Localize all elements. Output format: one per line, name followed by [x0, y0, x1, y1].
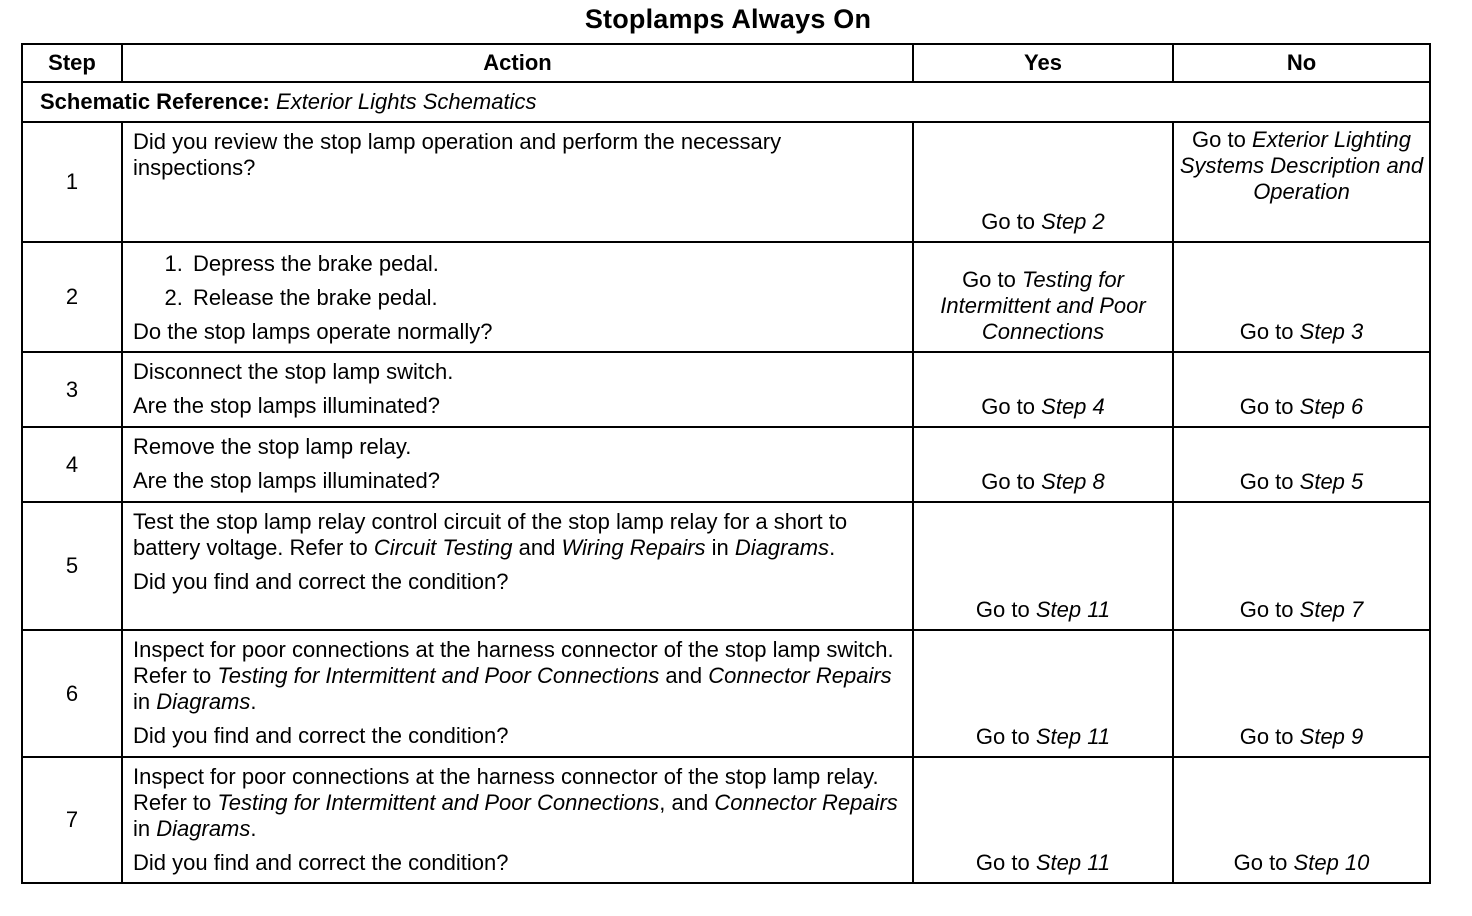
no-cell: [1173, 122, 1430, 242]
step-number: 5: [22, 502, 122, 630]
no-cell: [1173, 502, 1430, 630]
schematic-reference: [22, 82, 1430, 122]
table-row-step-3: [22, 352, 1430, 427]
action-cell: [122, 502, 913, 630]
reference-link: Diagrams: [734, 535, 830, 560]
goto-text: Go to: [962, 267, 1016, 292]
action-cell: [122, 352, 913, 427]
question-text: Did you find and correct the condition?: [133, 850, 509, 875]
yes-cell: [913, 502, 1173, 630]
goto-text: Go to: [975, 850, 1030, 875]
action-list-item: 1. Depress the brake pedal.: [189, 251, 902, 277]
table-row-step-4: [22, 427, 1430, 502]
goto-text: Go to: [1239, 469, 1294, 494]
action-text: Did you review the stop lamp operation and perform the necessary inspections?: [133, 129, 782, 180]
reference-link: Circuit Testing: [373, 535, 513, 560]
goto-text: Go to: [1239, 597, 1294, 622]
page-title: Stoplamps Always On: [584, 4, 872, 34]
no-cell: [1173, 242, 1430, 352]
yes-target: Step 2: [1041, 209, 1105, 234]
action-text-part: in: [133, 816, 151, 841]
step-number: 4: [22, 427, 122, 502]
no-cell: [1173, 352, 1430, 427]
goto-text: Go to: [1233, 850, 1288, 875]
action-cell: [122, 427, 913, 502]
header-step: Step: [22, 44, 122, 82]
action-text: [133, 509, 902, 561]
action-list-item: 2. Release the brake pedal.: [189, 285, 902, 311]
action-cell: [122, 242, 913, 352]
header-row: [22, 44, 1430, 82]
yes-cell: [913, 122, 1173, 242]
header-action: Action: [122, 44, 913, 82]
step-number: 2: [22, 242, 122, 352]
no-target: Step 6: [1299, 394, 1364, 419]
yes-target: Step 11: [1035, 850, 1111, 875]
goto-text: Go to: [1192, 127, 1246, 152]
action-text-part: and: [518, 535, 556, 560]
yes-cell: [913, 630, 1173, 757]
table-row-step-1: [22, 122, 1430, 242]
reference-link: Testing for Intermittent and Poor Connections: [217, 790, 660, 815]
action-text: Disconnect the stop lamp switch.: [133, 359, 454, 384]
no-target: Step 7: [1299, 597, 1364, 622]
schematic-reference-row: [22, 82, 1430, 122]
yes-target: Step 11: [1035, 724, 1111, 749]
yes-cell: [913, 427, 1173, 502]
diagnostic-table: [21, 43, 1431, 884]
action-text-part: Test the stop lamp relay control circuit of the stop lamp relay for a short to battery voltage. Refer to: [133, 509, 848, 560]
table-row-step-5: [22, 502, 1430, 630]
header-yes: Yes: [913, 44, 1173, 82]
table-row-step-2: [22, 242, 1430, 352]
action-text-part: Inspect for poor connections at the harness connector of the stop lamp relay. Refer to: [133, 764, 879, 815]
question-text: Did you find and correct the condition?: [133, 723, 509, 748]
action-text-part: .: [829, 535, 836, 560]
action-text-part: .: [250, 816, 257, 841]
step-number: 1: [22, 122, 122, 242]
question-text: Are the stop lamps illuminated?: [133, 393, 440, 418]
goto-text: Go to: [981, 209, 1036, 234]
yes-target: Step 4: [1041, 394, 1105, 419]
step-number: 3: [22, 352, 122, 427]
yes-target: Testing for Intermittent and Poor Connections: [940, 267, 1146, 344]
action-text-part: in: [133, 689, 151, 714]
question-text: Do the stop lamps operate normally?: [133, 319, 493, 344]
goto-text: Go to: [975, 724, 1030, 749]
no-target: Step 5: [1299, 469, 1364, 494]
reference-link: Connector Repairs: [714, 790, 898, 815]
question-text: Did you find and correct the condition?: [133, 569, 509, 594]
no-cell: [1173, 630, 1430, 757]
header-no: No: [1173, 44, 1430, 82]
action-cell: [122, 122, 913, 242]
goto-text: Go to: [1239, 724, 1294, 749]
goto-text: Go to: [975, 597, 1030, 622]
reference-link: Diagrams: [156, 689, 251, 714]
step-number: 6: [22, 630, 122, 757]
goto-text: Go to: [981, 469, 1036, 494]
yes-target: Step 8: [1041, 469, 1105, 494]
reference-link: Diagrams: [156, 816, 251, 841]
goto-text: Go to: [1239, 394, 1294, 419]
no-cell: [1173, 427, 1430, 502]
no-target: Step 9: [1299, 724, 1364, 749]
no-target: Step 10: [1293, 850, 1370, 875]
action-text-part: in: [711, 535, 729, 560]
reference-link: Connector Repairs: [708, 663, 892, 688]
goto-text: Go to: [1239, 319, 1294, 344]
action-text: Remove the stop lamp relay.: [133, 434, 412, 459]
action-text-part: .: [250, 689, 257, 714]
schematic-reference-link: Exterior Lights Schematics: [276, 89, 537, 114]
yes-cell: [913, 352, 1173, 427]
schematic-reference-label: Schematic Reference:: [40, 89, 270, 114]
action-text-part: , and: [659, 790, 709, 815]
action-text: [133, 637, 902, 715]
yes-target: Step 11: [1035, 597, 1111, 622]
table-row-step-7: [22, 757, 1430, 883]
question-text: Are the stop lamps illuminated?: [133, 468, 440, 493]
no-target: Step 3: [1299, 319, 1364, 344]
action-text: [133, 764, 902, 842]
action-list: [133, 251, 902, 311]
step-number: 7: [22, 757, 122, 883]
reference-link: Testing for Intermittent and Poor Connections: [217, 663, 660, 688]
no-cell: [1173, 757, 1430, 883]
goto-text: Go to: [981, 394, 1036, 419]
reference-link: Wiring Repairs: [561, 535, 706, 560]
yes-cell: [913, 242, 1173, 352]
action-cell: [122, 630, 913, 757]
table-row-step-6: [22, 630, 1430, 757]
action-cell: [122, 757, 913, 883]
no-target: Exterior Lighting Systems Description and Operation: [1179, 127, 1424, 204]
action-text-part: and: [665, 663, 703, 688]
action-text-part: Inspect for poor connections at the harness connector of the stop lamp switch. Refer to: [133, 637, 894, 688]
yes-cell: [913, 757, 1173, 883]
